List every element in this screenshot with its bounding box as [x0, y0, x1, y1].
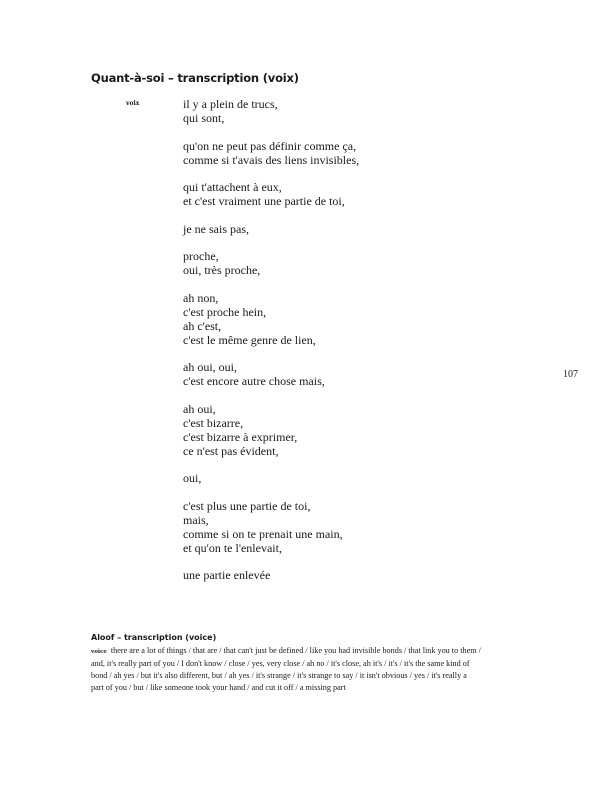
poem-line: qui sont,: [183, 111, 225, 125]
poem-line: et c'est vraiment une partie de toi,: [183, 194, 345, 208]
stanza: [183, 139, 523, 167]
stanza: [183, 471, 523, 485]
poem-line: une partie enlevée: [183, 568, 271, 582]
poem-line: c'est bizarre à exprimer,: [183, 429, 298, 444]
speaker-label: voix: [126, 100, 140, 107]
poem-line: et qu'on te l'enlevait,: [183, 540, 282, 555]
page-number: 107: [563, 369, 578, 380]
stanza: [183, 97, 523, 125]
translation-line: part of you / but / like someone took your hand / and cut it off / a missing part: [91, 683, 346, 692]
page-title: Quant-à-soi – transcription (voix): [91, 71, 299, 85]
poem-line: c'est encore autre chose mais,: [183, 374, 325, 388]
poem-line: c'est plus une partie de toi,: [183, 498, 311, 513]
translation-speaker-label: voice: [91, 649, 107, 655]
poem-line: ah oui,: [183, 401, 216, 416]
poem-line: c'est bizarre,: [183, 415, 244, 430]
poem-line: c'est le même genre de lien,: [183, 332, 316, 347]
translation-line: bond / ah yes / but it's also different, but / ah yes / it's strange / it's strange to say / it isn't obvious / yes / it's really a: [91, 671, 467, 680]
stanza: [183, 180, 523, 208]
stanza: [183, 360, 523, 388]
stanza: [183, 499, 523, 555]
poem-line: oui,: [183, 471, 202, 485]
poem-line: oui, très proche,: [183, 263, 261, 277]
poem-line: c'est proche hein,: [183, 304, 267, 319]
poem-line: ah oui, oui,: [183, 360, 237, 374]
poem-line: mais,: [183, 512, 209, 527]
translation-line: there are a lot of things / that are / that can't just be defined / like you had invisible bonds / that link you to them /: [110, 646, 481, 655]
poem-line: ah non,: [183, 290, 219, 305]
poem-line: qui t'attachent à eux,: [183, 180, 282, 194]
poem-line: ah c'est,: [183, 318, 222, 333]
translation-title: Aloof – transcription (voice): [91, 633, 217, 642]
stanza: [183, 222, 523, 236]
poem-line: proche,: [183, 249, 219, 263]
translation-body: [91, 645, 511, 694]
poem-line: ce n'est pas évident,: [183, 443, 279, 458]
stanza: [183, 291, 523, 347]
poem-line: je ne sais pas,: [183, 221, 249, 236]
transcription-poem: [183, 97, 523, 596]
stanza: [183, 402, 523, 458]
poem-line: comme si t'avais des liens invisibles,: [183, 152, 360, 167]
stanza: [183, 568, 523, 582]
translation-line: and, it's really part of you / I don't know / close / yes, very close / ah no / it's close, ah it's / it's / it's the same kind of: [91, 659, 470, 668]
poem-line: il y a plein de trucs,: [183, 97, 278, 111]
poem-line: qu'on ne peut pas définir comme ça,: [183, 138, 357, 153]
stanza: [183, 249, 523, 277]
poem-line: comme si on te prenait une main,: [183, 526, 343, 541]
